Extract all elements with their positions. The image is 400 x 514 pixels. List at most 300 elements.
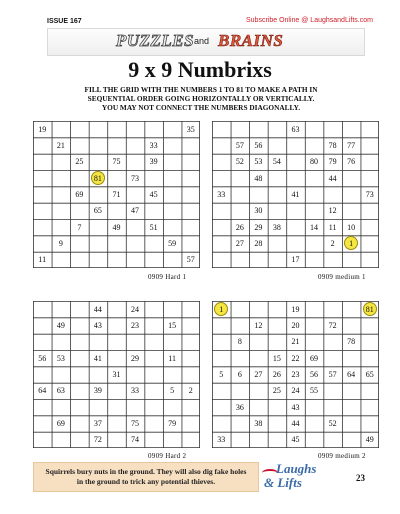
grid-cell[interactable]	[305, 301, 324, 317]
grid-cell[interactable]	[305, 219, 324, 235]
grid-cell[interactable]	[212, 399, 231, 415]
grid-cell[interactable]	[181, 137, 200, 153]
grid-cell[interactable]	[163, 170, 182, 186]
grid-cell[interactable]	[144, 203, 163, 219]
grid-cell[interactable]	[89, 203, 108, 219]
grid-cell[interactable]	[52, 219, 71, 235]
grid-cell[interactable]	[268, 415, 287, 431]
grid-cell[interactable]	[181, 203, 200, 219]
grid-cell[interactable]	[212, 252, 231, 268]
grid-cell[interactable]	[52, 334, 71, 350]
grid-cell[interactable]	[52, 235, 71, 251]
grid-cell[interactable]	[144, 154, 163, 170]
grid-cell[interactable]	[268, 235, 287, 251]
grid-cell[interactable]	[107, 137, 126, 153]
grid-cell[interactable]	[323, 432, 342, 448]
grid-cell[interactable]	[107, 154, 126, 170]
grid-cell[interactable]	[89, 317, 108, 333]
grid-cell[interactable]	[163, 121, 182, 137]
grid-cell[interactable]	[342, 432, 361, 448]
grid-cell[interactable]	[323, 154, 342, 170]
grid-cell[interactable]	[286, 399, 305, 415]
grid-cell[interactable]	[89, 137, 108, 153]
grid-cell[interactable]	[70, 170, 89, 186]
grid-cell[interactable]	[342, 170, 361, 186]
grid-cell[interactable]	[70, 415, 89, 431]
grid-cell[interactable]	[212, 366, 231, 382]
grid-cell[interactable]	[268, 219, 287, 235]
grid-cell[interactable]	[126, 350, 145, 366]
grid-cell[interactable]	[33, 334, 52, 350]
grid-cell[interactable]	[249, 399, 268, 415]
grid-cell[interactable]	[286, 383, 305, 399]
grid-cell[interactable]	[33, 137, 52, 153]
grid-cell[interactable]	[52, 121, 71, 137]
grid-cell[interactable]	[33, 350, 52, 366]
grid-cell[interactable]	[181, 383, 200, 399]
grid-cell[interactable]	[163, 383, 182, 399]
grid-cell[interactable]	[33, 383, 52, 399]
grid-cell[interactable]	[126, 235, 145, 251]
grid-cell[interactable]	[144, 399, 163, 415]
grid-cell[interactable]	[70, 366, 89, 382]
grid-cell[interactable]	[360, 399, 379, 415]
grid-cell[interactable]	[163, 219, 182, 235]
grid-cell[interactable]	[360, 383, 379, 399]
grid-cell[interactable]	[212, 186, 231, 202]
grid-cell[interactable]	[107, 186, 126, 202]
grid-cell[interactable]	[181, 399, 200, 415]
grid-cell[interactable]	[305, 137, 324, 153]
grid-cell[interactable]	[231, 383, 250, 399]
grid-cell[interactable]	[70, 252, 89, 268]
grid-cell[interactable]	[144, 317, 163, 333]
grid-cell[interactable]	[144, 366, 163, 382]
grid-cell[interactable]	[163, 301, 182, 317]
grid-cell[interactable]	[107, 334, 126, 350]
grid-cell[interactable]	[360, 203, 379, 219]
grid-cell[interactable]	[305, 154, 324, 170]
grid-cell[interactable]	[212, 121, 231, 137]
grid-cell[interactable]	[342, 383, 361, 399]
grid-cell[interactable]	[89, 399, 108, 415]
grid-cell[interactable]	[181, 186, 200, 202]
grid-cell[interactable]	[33, 317, 52, 333]
grid-cell[interactable]	[52, 137, 71, 153]
grid-cell[interactable]	[323, 366, 342, 382]
grid-cell[interactable]	[342, 219, 361, 235]
grid-cell[interactable]	[163, 186, 182, 202]
grid-cell[interactable]	[70, 154, 89, 170]
grid-cell[interactable]	[249, 334, 268, 350]
grid-cell[interactable]	[231, 432, 250, 448]
grid-cell[interactable]	[144, 415, 163, 431]
grid-cell[interactable]	[249, 186, 268, 202]
grid-cell[interactable]	[323, 170, 342, 186]
grid-cell[interactable]	[52, 317, 71, 333]
grid-cell[interactable]	[305, 186, 324, 202]
grid-cell[interactable]	[163, 334, 182, 350]
grid-cell[interactable]	[342, 186, 361, 202]
grid-cell[interactable]	[342, 334, 361, 350]
grid-cell[interactable]	[286, 301, 305, 317]
grid-cell[interactable]	[305, 235, 324, 251]
grid-cell[interactable]	[249, 383, 268, 399]
grid-cell[interactable]	[305, 121, 324, 137]
grid-cell[interactable]	[33, 235, 52, 251]
grid-cell[interactable]	[342, 203, 361, 219]
grid-cell[interactable]	[268, 301, 287, 317]
grid-cell[interactable]	[126, 154, 145, 170]
grid-cell[interactable]	[268, 154, 287, 170]
grid-cell[interactable]	[33, 432, 52, 448]
grid-cell[interactable]	[181, 301, 200, 317]
grid-cell[interactable]	[249, 219, 268, 235]
grid-cell[interactable]	[33, 415, 52, 431]
grid-cell[interactable]	[52, 170, 71, 186]
grid-cell[interactable]	[360, 170, 379, 186]
grid-cell[interactable]	[268, 334, 287, 350]
grid-cell[interactable]	[342, 415, 361, 431]
grid-cell[interactable]	[89, 252, 108, 268]
grid-cell[interactable]	[212, 415, 231, 431]
grid-cell[interactable]	[286, 137, 305, 153]
grid-cell[interactable]	[70, 219, 89, 235]
grid-cell[interactable]	[360, 350, 379, 366]
grid-cell[interactable]	[323, 317, 342, 333]
grid-cell[interactable]	[249, 154, 268, 170]
grid-cell[interactable]	[107, 170, 126, 186]
grid-cell[interactable]	[323, 235, 342, 251]
grid-cell[interactable]	[70, 186, 89, 202]
grid-cell[interactable]	[231, 350, 250, 366]
grid-cell[interactable]	[107, 235, 126, 251]
grid-cell[interactable]	[70, 301, 89, 317]
grid-cell[interactable]	[163, 137, 182, 153]
grid-cell[interactable]	[305, 350, 324, 366]
grid-cell[interactable]	[144, 121, 163, 137]
grid-cell[interactable]	[342, 252, 361, 268]
grid-cell[interactable]	[231, 203, 250, 219]
grid-cell[interactable]	[126, 415, 145, 431]
grid-cell[interactable]	[249, 415, 268, 431]
grid-cell[interactable]	[52, 186, 71, 202]
grid-cell[interactable]	[107, 432, 126, 448]
grid-cell[interactable]	[70, 350, 89, 366]
grid-cell[interactable]	[126, 399, 145, 415]
grid-cell[interactable]	[268, 121, 287, 137]
grid-cell[interactable]	[231, 399, 250, 415]
grid-cell[interactable]	[70, 235, 89, 251]
grid-cell[interactable]	[342, 121, 361, 137]
grid-cell[interactable]	[360, 317, 379, 333]
grid-cell[interactable]	[33, 186, 52, 202]
grid-cell[interactable]	[163, 415, 182, 431]
grid-cell[interactable]	[212, 137, 231, 153]
grid-cell[interactable]	[249, 252, 268, 268]
grid-cell[interactable]	[181, 350, 200, 366]
grid-cell[interactable]	[286, 186, 305, 202]
subscribe-link[interactable]: Subscribe Online @ LaughsandLifts.com	[246, 17, 373, 24]
grid-cell[interactable]	[212, 170, 231, 186]
grid-cell[interactable]	[249, 432, 268, 448]
grid-cell[interactable]	[286, 415, 305, 431]
grid-cell[interactable]	[360, 186, 379, 202]
grid-cell[interactable]	[231, 301, 250, 317]
grid-cell[interactable]	[144, 350, 163, 366]
grid-cell[interactable]	[212, 235, 231, 251]
grid-cell[interactable]	[181, 235, 200, 251]
grid-cell[interactable]	[181, 334, 200, 350]
grid-cell[interactable]	[323, 399, 342, 415]
grid-cell[interactable]	[89, 334, 108, 350]
grid-cell[interactable]	[360, 415, 379, 431]
grid-cell[interactable]	[305, 334, 324, 350]
grid-cell[interactable]	[323, 203, 342, 219]
grid-cell[interactable]	[286, 366, 305, 382]
grid-cell[interactable]	[181, 219, 200, 235]
grid-cell[interactable]	[89, 170, 108, 186]
grid-cell[interactable]	[126, 334, 145, 350]
grid-cell[interactable]	[231, 235, 250, 251]
grid-cell[interactable]	[33, 219, 52, 235]
grid-cell[interactable]	[181, 432, 200, 448]
grid-cell[interactable]	[231, 186, 250, 202]
grid-cell[interactable]	[52, 301, 71, 317]
grid-cell[interactable]	[323, 186, 342, 202]
grid-cell[interactable]	[286, 252, 305, 268]
grid-cell[interactable]	[268, 383, 287, 399]
grid-cell[interactable]	[107, 121, 126, 137]
grid-cell[interactable]	[181, 415, 200, 431]
grid-cell[interactable]	[249, 170, 268, 186]
grid-cell[interactable]	[323, 415, 342, 431]
grid-cell[interactable]	[360, 137, 379, 153]
grid-cell[interactable]	[89, 219, 108, 235]
grid-cell[interactable]	[231, 121, 250, 137]
grid-cell[interactable]	[305, 383, 324, 399]
grid-cell[interactable]	[342, 154, 361, 170]
grid-cell[interactable]	[126, 366, 145, 382]
grid-cell[interactable]	[231, 317, 250, 333]
grid-cell[interactable]	[181, 121, 200, 137]
grid-cell[interactable]	[126, 252, 145, 268]
grid-cell[interactable]	[89, 350, 108, 366]
grid-cell[interactable]	[305, 366, 324, 382]
grid-cell[interactable]	[305, 415, 324, 431]
grid-cell[interactable]	[323, 137, 342, 153]
grid-cell[interactable]	[286, 235, 305, 251]
grid-cell[interactable]	[286, 170, 305, 186]
grid-cell[interactable]	[89, 366, 108, 382]
grid-cell[interactable]	[126, 121, 145, 137]
grid-cell[interactable]	[163, 203, 182, 219]
grid-cell[interactable]	[52, 399, 71, 415]
grid-cell[interactable]	[323, 252, 342, 268]
grid-cell[interactable]	[212, 317, 231, 333]
grid-cell[interactable]	[360, 121, 379, 137]
grid-cell[interactable]	[52, 383, 71, 399]
grid-cell[interactable]	[268, 399, 287, 415]
grid-cell[interactable]	[305, 432, 324, 448]
grid-cell[interactable]	[342, 301, 361, 317]
grid-cell[interactable]	[286, 219, 305, 235]
grid-cell[interactable]	[70, 137, 89, 153]
grid-cell[interactable]	[107, 219, 126, 235]
grid-cell[interactable]	[249, 137, 268, 153]
grid-cell[interactable]	[231, 252, 250, 268]
grid-cell[interactable]	[249, 350, 268, 366]
grid-cell[interactable]	[323, 383, 342, 399]
grid-cell[interactable]	[144, 170, 163, 186]
grid-cell[interactable]	[268, 186, 287, 202]
grid-cell[interactable]	[231, 154, 250, 170]
grid-cell[interactable]	[342, 137, 361, 153]
grid-cell[interactable]	[33, 170, 52, 186]
grid-cell[interactable]	[360, 432, 379, 448]
grid-cell[interactable]	[181, 366, 200, 382]
grid-cell[interactable]	[286, 121, 305, 137]
grid-cell[interactable]	[89, 415, 108, 431]
grid-cell[interactable]	[342, 366, 361, 382]
grid-cell[interactable]	[126, 317, 145, 333]
grid-cell[interactable]	[360, 235, 379, 251]
grid-cell[interactable]	[144, 334, 163, 350]
grid-cell[interactable]	[212, 350, 231, 366]
grid-cell[interactable]	[360, 334, 379, 350]
grid-cell[interactable]	[33, 203, 52, 219]
grid-cell[interactable]	[323, 219, 342, 235]
grid-cell[interactable]	[70, 121, 89, 137]
grid-cell[interactable]	[144, 301, 163, 317]
grid-cell[interactable]	[144, 137, 163, 153]
grid-cell[interactable]	[126, 137, 145, 153]
grid-cell[interactable]	[212, 432, 231, 448]
grid-cell[interactable]	[231, 170, 250, 186]
grid-cell[interactable]	[323, 334, 342, 350]
grid-cell[interactable]	[305, 317, 324, 333]
grid-cell[interactable]	[163, 399, 182, 415]
grid-cell[interactable]	[342, 317, 361, 333]
grid-cell[interactable]	[212, 154, 231, 170]
grid-cell[interactable]	[323, 301, 342, 317]
grid-cell[interactable]	[305, 170, 324, 186]
grid-cell[interactable]	[70, 203, 89, 219]
grid-cell[interactable]	[163, 317, 182, 333]
grid-cell[interactable]	[163, 154, 182, 170]
grid-cell[interactable]	[70, 334, 89, 350]
grid-cell[interactable]	[286, 154, 305, 170]
grid-cell[interactable]	[89, 235, 108, 251]
grid-cell[interactable]	[286, 203, 305, 219]
grid-cell[interactable]	[126, 219, 145, 235]
grid-cell[interactable]	[305, 252, 324, 268]
grid-cell[interactable]	[181, 317, 200, 333]
grid-cell[interactable]	[126, 301, 145, 317]
grid-cell[interactable]	[181, 170, 200, 186]
grid-cell[interactable]	[305, 399, 324, 415]
grid-cell[interactable]	[89, 383, 108, 399]
grid-cell[interactable]	[212, 334, 231, 350]
grid-cell[interactable]	[89, 154, 108, 170]
grid-cell[interactable]	[212, 203, 231, 219]
grid-cell[interactable]	[181, 252, 200, 268]
grid-cell[interactable]	[89, 432, 108, 448]
grid-cell[interactable]	[126, 203, 145, 219]
grid-cell[interactable]	[107, 252, 126, 268]
grid-cell[interactable]	[89, 186, 108, 202]
grid-cell[interactable]	[286, 317, 305, 333]
grid-cell[interactable]	[144, 186, 163, 202]
grid-cell[interactable]	[212, 219, 231, 235]
grid-cell[interactable]	[70, 432, 89, 448]
grid-cell[interactable]	[342, 399, 361, 415]
grid-cell[interactable]	[268, 350, 287, 366]
grid-cell[interactable]	[249, 301, 268, 317]
grid-cell[interactable]	[70, 399, 89, 415]
grid-cell[interactable]	[144, 252, 163, 268]
grid-cell[interactable]	[126, 170, 145, 186]
grid-cell[interactable]	[163, 432, 182, 448]
grid-cell[interactable]	[144, 235, 163, 251]
grid-cell[interactable]	[52, 350, 71, 366]
grid-cell[interactable]	[52, 154, 71, 170]
grid-cell[interactable]	[126, 383, 145, 399]
grid-cell[interactable]	[286, 334, 305, 350]
grid-cell[interactable]	[89, 121, 108, 137]
grid-cell[interactable]	[249, 317, 268, 333]
grid-cell[interactable]	[305, 203, 324, 219]
grid-cell[interactable]	[342, 235, 361, 251]
grid-cell[interactable]	[323, 121, 342, 137]
grid-cell[interactable]	[33, 154, 52, 170]
grid-cell[interactable]	[212, 301, 231, 317]
grid-cell[interactable]	[107, 301, 126, 317]
grid-cell[interactable]	[268, 137, 287, 153]
grid-cell[interactable]	[126, 186, 145, 202]
grid-cell[interactable]	[268, 317, 287, 333]
grid-cell[interactable]	[33, 301, 52, 317]
grid-cell[interactable]	[70, 317, 89, 333]
grid-cell[interactable]	[52, 432, 71, 448]
grid-cell[interactable]	[360, 301, 379, 317]
grid-cell[interactable]	[231, 219, 250, 235]
grid-cell[interactable]	[268, 366, 287, 382]
grid-cell[interactable]	[33, 399, 52, 415]
grid-cell[interactable]	[126, 432, 145, 448]
grid-cell[interactable]	[144, 219, 163, 235]
grid-cell[interactable]	[52, 203, 71, 219]
grid-cell[interactable]	[163, 252, 182, 268]
grid-cell[interactable]	[286, 432, 305, 448]
grid-cell[interactable]	[231, 366, 250, 382]
grid-cell[interactable]	[89, 301, 108, 317]
grid-cell[interactable]	[360, 252, 379, 268]
grid-cell[interactable]	[52, 252, 71, 268]
grid-cell[interactable]	[323, 350, 342, 366]
grid-cell[interactable]	[268, 432, 287, 448]
grid-cell[interactable]	[231, 415, 250, 431]
grid-cell[interactable]	[249, 121, 268, 137]
grid-cell[interactable]	[33, 121, 52, 137]
grid-cell[interactable]	[249, 366, 268, 382]
grid-cell[interactable]	[231, 137, 250, 153]
grid-cell[interactable]	[360, 366, 379, 382]
grid-cell[interactable]	[163, 235, 182, 251]
grid-cell[interactable]	[231, 334, 250, 350]
grid-cell[interactable]	[268, 252, 287, 268]
grid-cell[interactable]	[107, 203, 126, 219]
